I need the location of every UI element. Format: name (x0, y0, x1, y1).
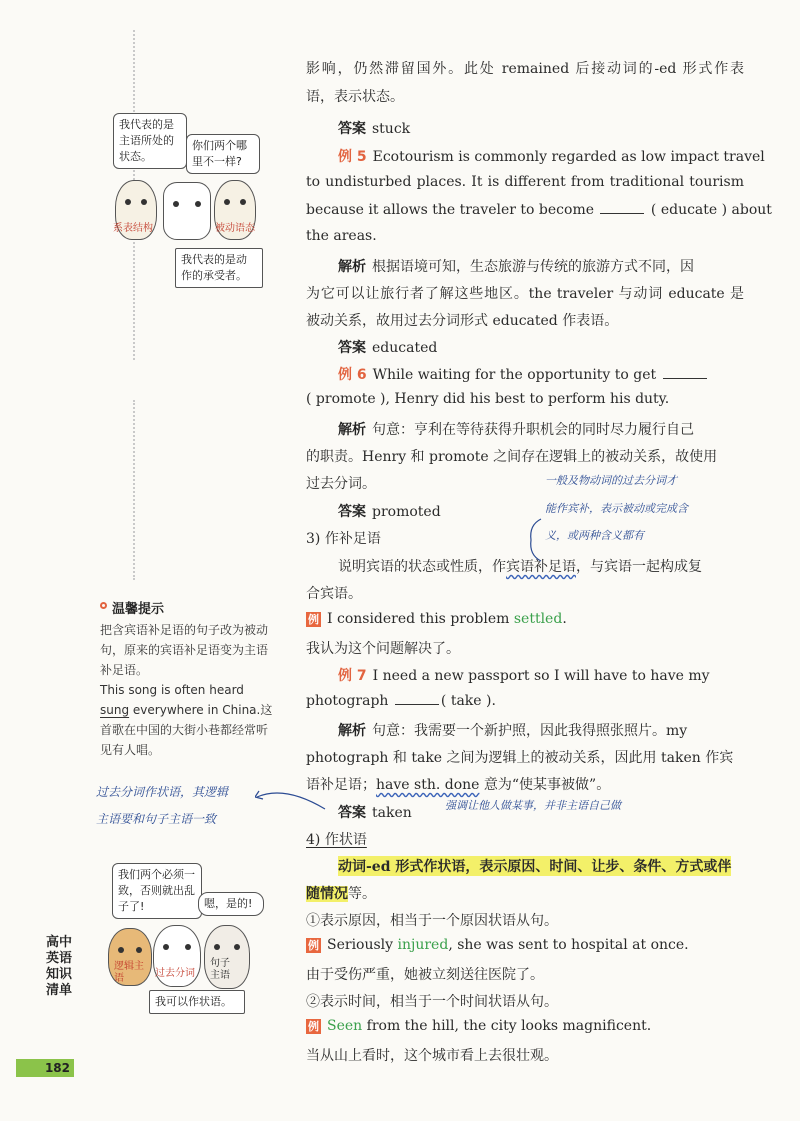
answer-line (338, 118, 410, 138)
answer-value: stuck (372, 121, 411, 137)
answer-keyword: 答案 (338, 504, 366, 520)
bullet-icon (100, 602, 107, 609)
example-tag: 例 (308, 939, 319, 952)
example-line (306, 937, 689, 953)
answer-value: taken (372, 805, 412, 821)
analysis-text: 句意：我需要一个新护照，因此我得照张照片。my (372, 723, 688, 739)
text-line: 当从山上看时，这个城市看上去很壮观。 (306, 1048, 558, 1064)
speech-bubble: 我代表的是主语所处的状态。 (113, 113, 187, 169)
section-heading: 4) 作状语 (306, 832, 367, 848)
character-label: 系表结构 (113, 223, 153, 234)
analysis-text: 根据语境可知，生态旅游与传统的旅游方式不同，因 (372, 259, 694, 275)
fill-blank (395, 692, 439, 705)
text-span: from the hill, the city looks magnificent. (366, 1018, 652, 1034)
example-7-line (338, 665, 710, 685)
fill-blank (663, 366, 707, 379)
tips-body (100, 620, 276, 760)
page-number: 182 (16, 1059, 74, 1077)
text-line (306, 774, 610, 794)
text-span: have sth. done (376, 777, 480, 793)
answer-line (338, 337, 437, 357)
text-span: 宾语补足语 (506, 559, 576, 575)
answer-value: educated (372, 340, 438, 356)
speech-bubble: 你们两个哪里不一样? (186, 134, 260, 174)
example-label: 例 5 (338, 149, 367, 165)
analysis-keyword: 解析 (338, 259, 366, 275)
example-label: 例 7 (338, 668, 367, 684)
cartoon-character (163, 182, 211, 240)
example-5-line (338, 146, 765, 166)
handwritten-note: 过去分词作状语，其逻辑 (96, 785, 229, 799)
text-span: 说明宾语的状态或性质，作 (338, 559, 506, 575)
example-tag: 例 (308, 613, 319, 626)
book-title-vertical: 高中英语知识清单 (45, 935, 72, 998)
text-span: , she was sent to hospital at once. (448, 937, 689, 953)
text-span: settled (513, 611, 563, 627)
text-line: 过去分词。 (306, 476, 376, 492)
example-tag: 例 (308, 1020, 319, 1033)
tips-text: sung (100, 703, 130, 717)
character-label: 被动语态 (215, 223, 255, 234)
bracket-icon (525, 515, 545, 565)
tips-text: This song is often heard (100, 683, 244, 697)
text-line: 影响，仍然滞留国外。此处 remained 后接动词的-ed 形式作表 (306, 61, 744, 77)
point-2: ②表示时间，相当于一个时间状语从句。 (306, 994, 558, 1010)
highlighted-text: 动词-ed 形式作状语，表示原因、时间、让步、条件、方式或伴 (338, 856, 731, 876)
analysis-keyword: 解析 (338, 723, 366, 739)
tips-text: everywhere in China.这首歌在中国的大街小巷都经常听见有人唱。 (100, 703, 273, 757)
handwritten-note: 强调让他人做某事，并非主语自己做 (445, 799, 621, 812)
highlighted-text: 随情况 (306, 886, 348, 902)
text-line: 合宾语。 (306, 586, 362, 602)
example-text: Ecotourism is commonly regarded as low impact travel (372, 149, 765, 165)
text-span: injured (397, 937, 449, 953)
example-line (306, 1018, 651, 1034)
example-text: ( educate ) about (650, 202, 772, 218)
answer-keyword: 答案 (338, 121, 366, 137)
speech-bubble: 我们两个必须一致，否则就出乱子了! (112, 863, 202, 919)
analysis-text: 句意：亨利在等待获得升职机会的同时尽力履行自己 (372, 422, 694, 438)
handwritten-note: 能作宾补，表示被动或完成含 (545, 502, 688, 515)
text-span: ，与宾语一起构成复 (576, 559, 702, 575)
text-line (306, 692, 496, 709)
handwritten-note: 义，或两种含义都有 (545, 529, 644, 542)
point-1: ①表示原因，相当于一个原因状语从句。 (306, 913, 558, 929)
character-label: 逻辑主语 (114, 961, 144, 984)
speech-bubble: 我代表的是动作的承受者。 (175, 248, 263, 288)
answer-value: promoted (372, 504, 441, 520)
text-span: 语补足语； (306, 777, 376, 793)
text-line (306, 201, 772, 218)
handwritten-note: 主语要和句子主语一致 (96, 812, 217, 826)
text-line: 语，表示状态。 (306, 89, 404, 105)
example-text: I need a new passport so I will have to have my (372, 668, 710, 684)
text-line (338, 556, 702, 576)
text-line: 我认为这个问题解决了。 (306, 641, 460, 657)
analysis-line (338, 419, 694, 439)
text-line: 被动关系，故用过去分词形式 educated 作表语。 (306, 313, 619, 329)
example-line (306, 611, 567, 627)
text-span: . (562, 611, 567, 627)
text-line: 为它可以让旅行者了解这些地区。the traveler 与动词 educate 是 (306, 286, 744, 302)
text-line: ( promote ), Henry did his best to perform his duty. (306, 391, 670, 407)
character-label: 过去分词 (155, 968, 195, 979)
text-line: to undisturbed places. It is different from traditional tourism (306, 174, 744, 190)
text-line: 由于受伤严重，她被立刻送往医院了。 (306, 967, 544, 983)
text-line (306, 883, 376, 903)
example-text: While waiting for the opportunity to get (372, 367, 657, 383)
answer-line (338, 802, 412, 822)
section-heading: 3) 作补足语 (306, 531, 381, 547)
text-span: photograph (306, 693, 389, 709)
speech-bubble: 嗯，是的! (198, 892, 264, 916)
tips-title: 温馨提示 (112, 602, 165, 617)
text-span: I considered this problem (327, 611, 510, 627)
example-label: 例 6 (338, 367, 367, 383)
speech-bubble: 我可以作状语。 (149, 990, 245, 1014)
dotted-divider (133, 400, 137, 580)
text-line: photograph 和 take 之间为逻辑上的被动关系，因此用 taken 作宾 (306, 750, 734, 766)
text-span: Seriously (327, 937, 394, 953)
character-label: 句子主语 (210, 958, 230, 981)
text-span: ( take ). (440, 693, 496, 709)
fill-blank (600, 201, 644, 214)
answer-line (338, 501, 441, 521)
text-span: 意为“使某事被做”。 (483, 777, 611, 793)
example-6-line (338, 364, 709, 384)
handwritten-note: 一般及物动词的过去分词才 (545, 474, 677, 487)
answer-keyword: 答案 (338, 340, 366, 356)
text-line: 的职责。Henry 和 promote 之间存在逻辑上的被动关系，故使用 (306, 449, 718, 465)
analysis-keyword: 解析 (338, 422, 366, 438)
text-span: Seen (327, 1018, 363, 1034)
tips-text: 把含宾语补足语的句子改为被动句，原来的宾语补足语变为主语补足语。 (100, 623, 269, 677)
analysis-line (338, 720, 687, 740)
arrow-icon (255, 785, 335, 815)
analysis-line (338, 256, 694, 276)
example-text: because it allows the traveler to become (306, 202, 594, 218)
text-line: the areas. (306, 228, 377, 244)
answer-keyword: 答案 (338, 805, 366, 821)
text-span: 等。 (348, 886, 376, 902)
